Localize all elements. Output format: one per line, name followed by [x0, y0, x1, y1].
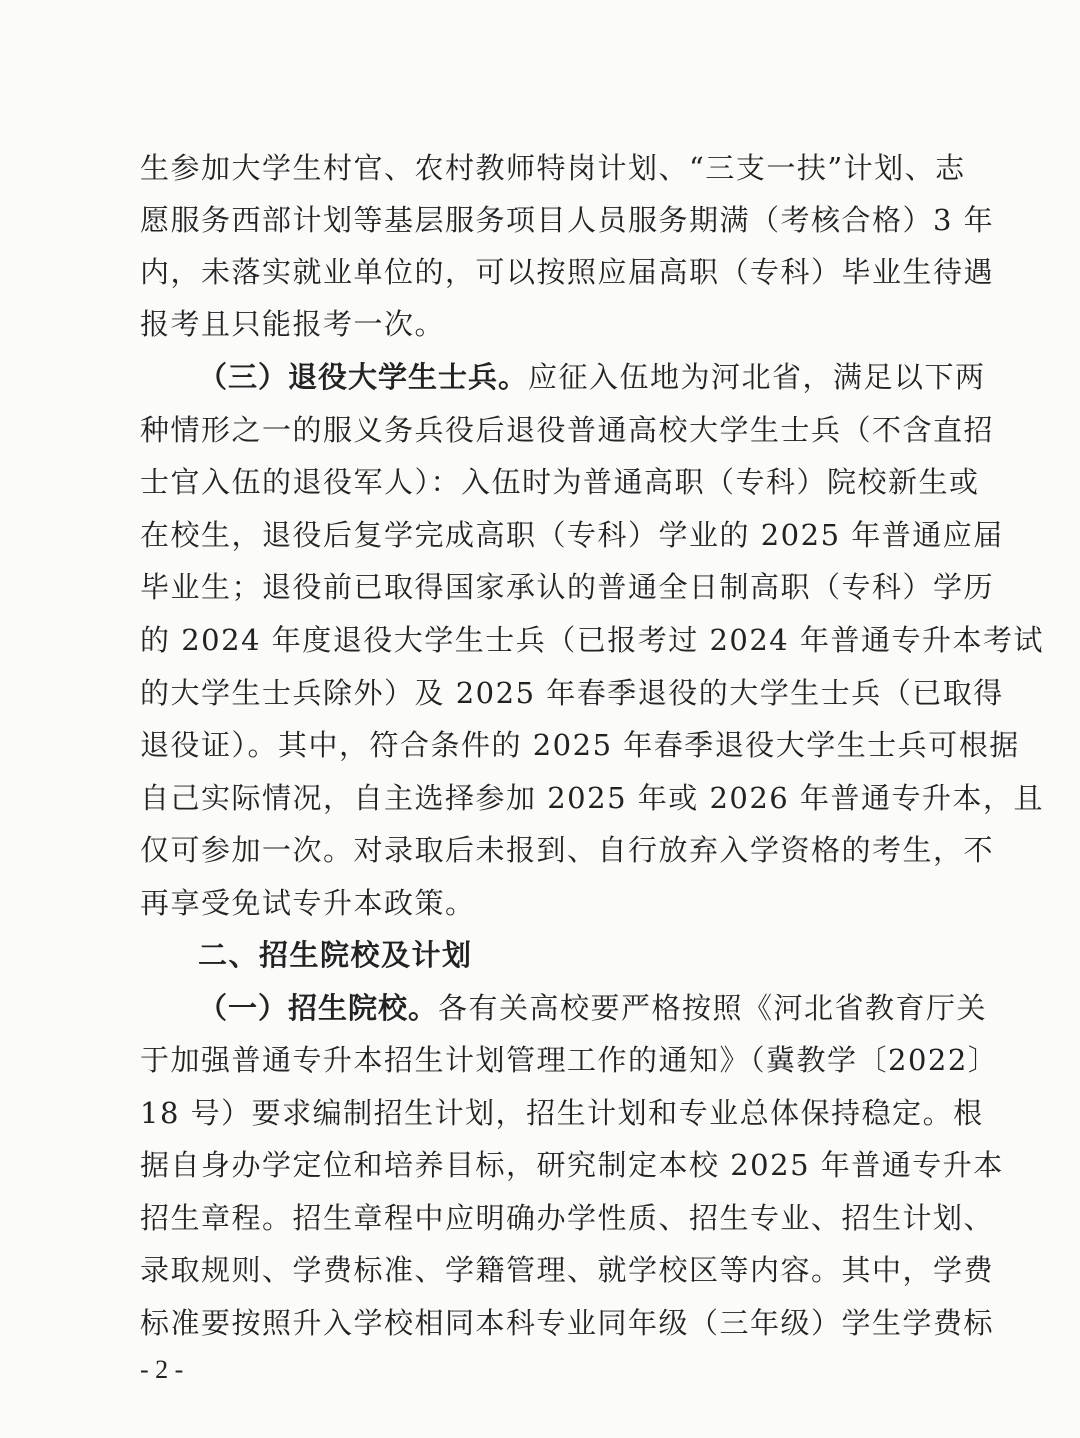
text-line: 在校生，退役后复学完成高职（专科）学业的 2025 年普通应届 — [140, 518, 1004, 552]
text-line: 标准要按照升入学校相同本科专业同年级（三年级）学生学费标 — [140, 1306, 995, 1340]
text-line: 士官入伍的退役军人）：入伍时为普通高职（专科）院校新生或 — [140, 465, 980, 499]
text-line: 退役证）。其中，符合条件的 2025 年春季退役大学生士兵可根据 — [140, 728, 1020, 762]
text-line: 内，未落实就业单位的，可以按照应届高职（专科）毕业生待遇 — [140, 255, 995, 289]
paragraph-first-line — [198, 988, 988, 1028]
subsection-title: （三）退役大学生士兵。 — [198, 360, 529, 394]
text-line: 据自身办学定位和培养目标，研究制定本校 2025 年普通专升本 — [140, 1148, 1004, 1182]
text-line: 生参加大学生村官、农村教师特岗计划、“三支一扶”计划、志 — [140, 151, 966, 185]
text-line: 自己实际情况，自主选择参加 2025 年或 2026 年普通专升本，且 — [140, 781, 1044, 815]
text-run: 应征入伍地为河北省，满足以下两 — [528, 360, 986, 394]
paragraph-first-line — [198, 357, 986, 397]
text-line: 再享受免试专升本政策。 — [140, 886, 476, 920]
text-line: 的 2024 年度退役大学生士兵（已报考过 2024 年普通专升本考试 — [140, 623, 1044, 657]
text-line: 报考且只能报考一次。 — [140, 307, 446, 341]
text-line: 的大学生士兵除外）及 2025 年春季退役的大学生士兵（已取得 — [140, 676, 1004, 710]
section-heading: 二、招生院校及计划 — [198, 938, 473, 972]
subsection-title: （一）招生院校。 — [198, 991, 439, 1025]
text-line: 愿服务西部计划等基层服务项目人员服务期满（考核合格）3 年 — [140, 203, 995, 237]
text-line: 招生章程。招生章程中应明确办学性质、招生专业、招生计划、 — [140, 1201, 995, 1235]
text-line: 毕业生；退役前已取得国家承认的普通全日制高职（专科）学历 — [140, 570, 995, 604]
page-number: - 2 - — [140, 1355, 184, 1384]
text-line: 仅可参加一次。对录取后未报到、自行放弃入学资格的考生，不 — [140, 833, 995, 867]
text-line: 种情形之一的服义务兵役后退役普通高校大学生士兵（不含直招 — [140, 413, 995, 447]
text-line: 于加强普通专升本招生计划管理工作的通知》（冀教学〔2022〕 — [140, 1043, 999, 1077]
text-line: 录取规则、学费标准、学籍管理、就学校区等内容。其中，学费 — [140, 1253, 995, 1287]
text-run: 各有关高校要严格按照《河北省教育厅关 — [438, 991, 988, 1025]
text-line: 18 号）要求编制招生计划，招生计划和专业总体保持稳定。根 — [140, 1096, 984, 1130]
